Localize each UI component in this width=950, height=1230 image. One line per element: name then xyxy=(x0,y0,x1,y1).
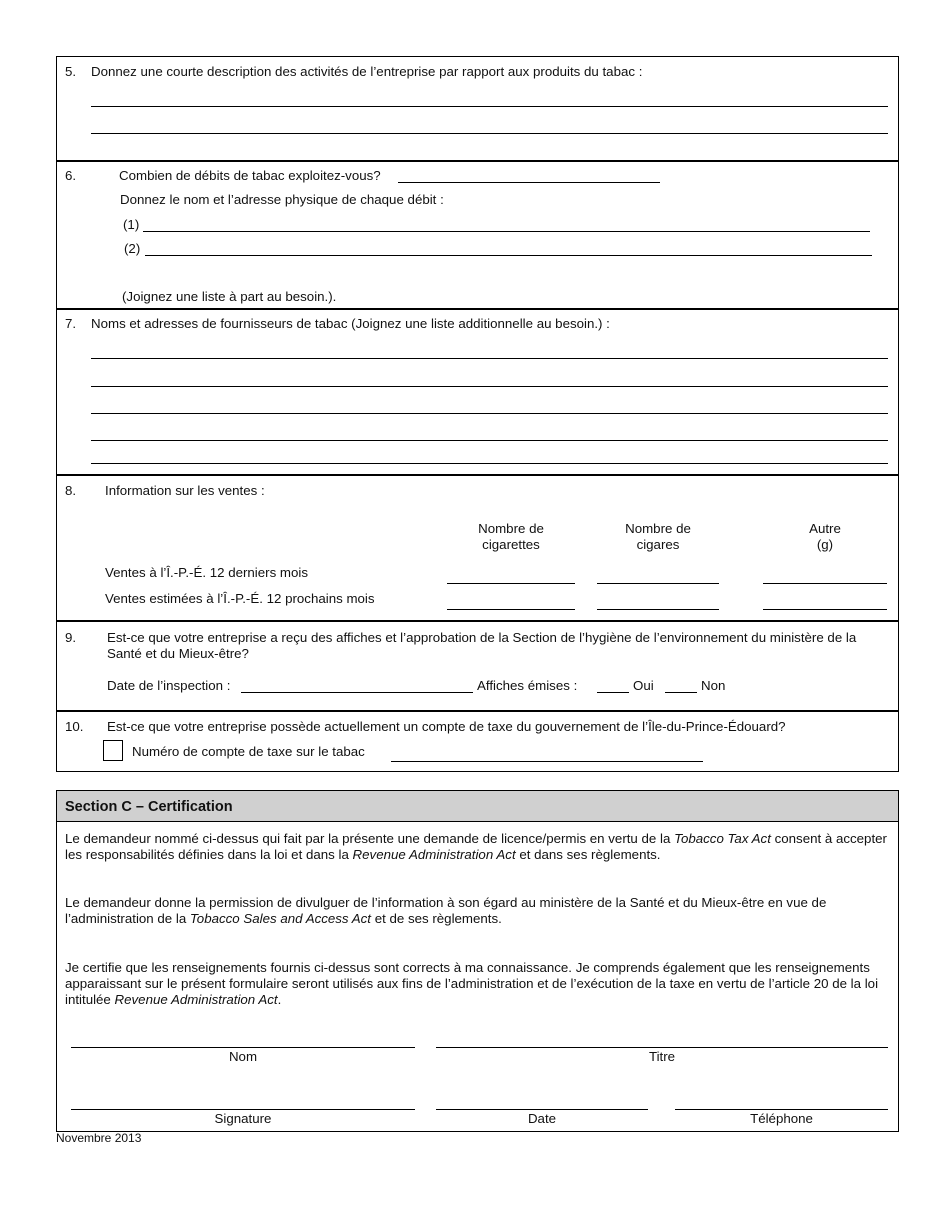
q9-inspection-label: Date de l’inspection : xyxy=(107,678,231,693)
q9-inspection-date-field[interactable] xyxy=(241,692,473,693)
section-c-paragraph-2 xyxy=(65,895,891,927)
q8-number: 8. xyxy=(65,483,77,498)
question-5-box xyxy=(56,56,899,162)
q7-answer-line-4[interactable] xyxy=(91,440,888,441)
q6-count-field[interactable] xyxy=(398,182,660,183)
p2-text-b: et de ses règlements. xyxy=(371,911,502,926)
telephone-label: Téléphone xyxy=(750,1111,813,1126)
question-8-box xyxy=(56,474,899,622)
q8-future-cigares-field[interactable] xyxy=(597,609,719,610)
q9-affiches-label: Affiches émises : xyxy=(477,678,578,693)
q5-answer-line-1[interactable] xyxy=(91,106,888,107)
q6-question: Combien de débits de tabac exploitez-vous? xyxy=(119,168,381,183)
q7-answer-line-5[interactable] xyxy=(91,463,888,464)
section-c-title: Section C – Certification xyxy=(65,799,233,815)
q6-item-2-field[interactable] xyxy=(145,255,872,256)
p2-text-a: Le demandeur donne la permission de divulguer de l’information à son égard au ministère de la Santé et du Mieux-être en vue de l’administration de la xyxy=(65,895,827,926)
q8-col-cigares-header xyxy=(597,521,719,553)
q8-past-cigares-field[interactable] xyxy=(597,583,719,584)
q10-account-label: Numéro de compte de taxe sur le tabac xyxy=(132,744,365,759)
q10-account-checkbox[interactable] xyxy=(103,740,123,761)
q8-col-cigares-line1: Nombre de xyxy=(625,521,691,536)
signature-field[interactable] xyxy=(71,1109,415,1110)
p1-text-a: Le demandeur nommé ci-dessus qui fait par la présente une demande de licence/permis en vertu de la xyxy=(65,831,675,846)
section-c-box xyxy=(56,790,899,1132)
q5-number: 5. xyxy=(65,64,77,79)
nom-field[interactable] xyxy=(71,1047,415,1048)
q8-col-cigarettes-line2: cigarettes xyxy=(482,537,540,552)
p3-act-revenue-admin: Revenue Administration Act xyxy=(114,992,278,1007)
question-9-box xyxy=(56,620,899,712)
q6-item-2-label: (2) xyxy=(124,241,141,256)
q8-col-cigares-line2: cigares xyxy=(636,537,680,552)
footer-date: Novembre 2013 xyxy=(56,1131,142,1145)
question-6-box xyxy=(56,160,899,310)
q6-item-1-field[interactable] xyxy=(143,231,870,232)
date-label: Date xyxy=(527,1111,557,1126)
p3-text-b: . xyxy=(277,992,282,1007)
p3-text-a: Je certifie que les renseignements fournis ci-dessus sont corrects à ma connaissance. Je comprends également que les renseignements apparaissant sur le présent formulaire seront utilisés aux fins de l’administration et de l’exécution de la taxe en vertu de l’article 20 de la loi intitulée xyxy=(65,960,879,1007)
q8-col-cigarettes-line1: Nombre de xyxy=(478,521,544,536)
q8-col-cigarettes-header xyxy=(447,521,575,553)
signature-label: Signature xyxy=(214,1111,272,1126)
question-7-box xyxy=(56,308,899,476)
section-c-paragraph-1 xyxy=(65,831,891,863)
q9-non-field[interactable] xyxy=(665,692,697,693)
q10-question: Est-ce que votre entreprise possède actuellement un compte de taxe du gouvernement de l’Île-du-Prince-Édouard? xyxy=(107,719,786,734)
q10-account-number-field[interactable] xyxy=(391,761,703,762)
q7-text: Noms et adresses de fournisseurs de tabac (Joignez une liste additionnelle au besoin.) : xyxy=(91,316,610,331)
q8-col-autre-line2: (g) xyxy=(816,537,834,552)
telephone-field[interactable] xyxy=(675,1109,888,1110)
q8-future-cigarettes-field[interactable] xyxy=(447,609,575,610)
q9-oui-field[interactable] xyxy=(597,692,629,693)
q6-number: 6. xyxy=(65,168,77,183)
p2-act-sales-access: Tobacco Sales and Access Act xyxy=(189,911,371,926)
q8-col-autre-line1: Autre xyxy=(809,521,841,536)
nom-label: Nom xyxy=(228,1049,258,1064)
q9-number: 9. xyxy=(65,630,77,645)
section-c-header xyxy=(57,791,898,822)
question-10-box xyxy=(56,710,899,772)
p1-text-c: et dans ses règlements. xyxy=(515,847,661,862)
titre-field[interactable] xyxy=(436,1047,888,1048)
p1-act-tobacco-tax: Tobacco Tax Act xyxy=(674,831,771,846)
q9-oui-label: Oui xyxy=(633,678,654,693)
q8-row-future-label: Ventes estimées à l’Î.-P.-É. 12 prochains mois xyxy=(105,591,375,606)
q8-col-autre-header xyxy=(763,521,887,553)
q5-text: Donnez une courte description des activités de l’entreprise par rapport aux produits du tabac : xyxy=(91,64,643,79)
q5-answer-line-2[interactable] xyxy=(91,133,888,134)
q8-title: Information sur les ventes : xyxy=(105,483,265,498)
q10-number: 10. xyxy=(65,719,84,734)
q8-past-cigarettes-field[interactable] xyxy=(447,583,575,584)
q8-row-past-label: Ventes à l’Î.-P.-É. 12 derniers mois xyxy=(105,565,308,580)
date-field[interactable] xyxy=(436,1109,648,1110)
q7-answer-line-2[interactable] xyxy=(91,386,888,387)
q9-non-label: Non xyxy=(701,678,726,693)
q8-past-autre-field[interactable] xyxy=(763,583,887,584)
p1-text-b: consent à accepter les responsabilités définies dans la loi et dans la xyxy=(65,831,887,862)
q8-future-autre-field[interactable] xyxy=(763,609,887,610)
q6-instruction: Donnez le nom et l’adresse physique de chaque débit : xyxy=(120,192,444,207)
q9-question: Est-ce que votre entreprise a reçu des affiches et l’approbation de la Section de l’hygiène de l’environnement du ministère de la Santé et du Mieux-être? xyxy=(107,630,857,661)
q7-number: 7. xyxy=(65,316,77,331)
section-c-paragraph-3 xyxy=(65,960,891,1008)
q6-note: (Joignez une liste à part au besoin.). xyxy=(122,289,337,304)
q7-answer-line-1[interactable] xyxy=(91,358,888,359)
p1-act-revenue-admin: Revenue Administration Act xyxy=(352,847,516,862)
q6-item-1-label: (1) xyxy=(123,217,140,232)
q7-answer-line-3[interactable] xyxy=(91,413,888,414)
titre-label: Titre xyxy=(648,1049,676,1064)
